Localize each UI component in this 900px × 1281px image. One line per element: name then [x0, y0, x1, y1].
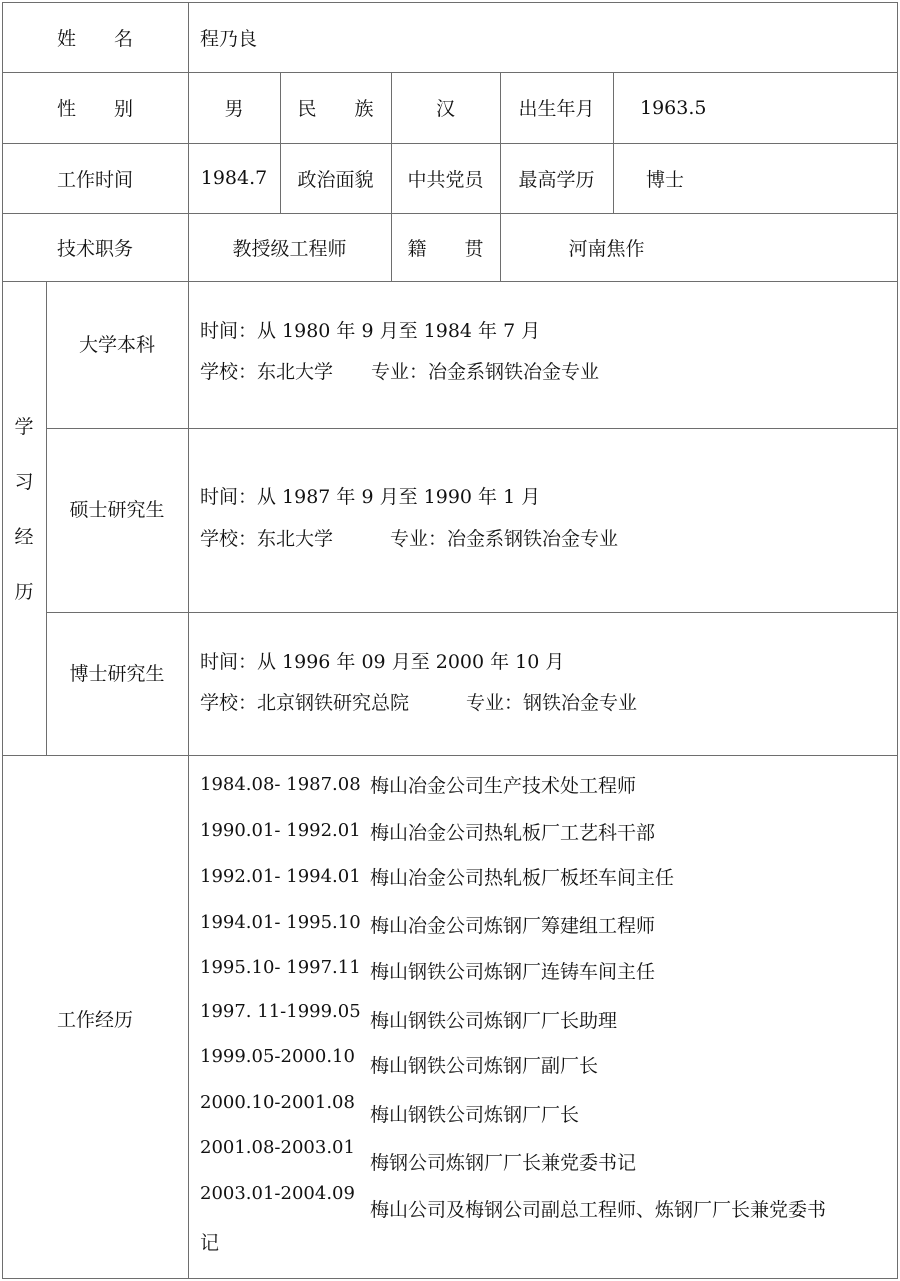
table-border: [46, 428, 898, 429]
gender-value: 男: [224, 98, 244, 120]
work-start-label: 工作时间: [56, 168, 133, 191]
work-role: 梅山冶金公司热轧板厂工艺科干部: [370, 822, 656, 844]
work-section-label: 工作经历: [56, 1008, 133, 1031]
work-role: 梅山钢铁公司炼钢厂厂长: [370, 1104, 580, 1126]
table-border: [613, 72, 614, 214]
table-border: [2, 1278, 898, 1279]
birth-value: 1963.5: [640, 96, 707, 119]
study-section-label: 学 习 经 历: [14, 416, 34, 603]
title-label: 技术职务: [56, 237, 133, 260]
work-role: 梅山公司及梅钢公司副总工程师、炼钢厂厂长兼党委书: [370, 1199, 827, 1221]
work-role: 梅山冶金公司热轧板厂板坯车间主任: [370, 867, 675, 889]
work-period: 1994.01- 1995.10: [200, 912, 361, 933]
work-period: 1992.01- 1994.01: [200, 866, 361, 887]
ethnicity-label: 民 族: [297, 98, 374, 120]
political-label: 政治面貌: [297, 168, 374, 191]
political-value: 中共党员: [407, 168, 484, 191]
work-start-value: 1984.7: [200, 167, 268, 189]
work-period: 1997. 11-1999.05: [200, 1001, 361, 1022]
name-value: 程乃良: [200, 27, 258, 50]
work-period: 1999.05-2000.10: [200, 1046, 355, 1067]
work-role: 梅山钢铁公司炼钢厂副厂长: [370, 1055, 599, 1077]
study-degree: 博士研究生: [69, 662, 165, 685]
title-value: 教授级工程师: [232, 237, 347, 260]
study-school: 学校：北京钢铁研究总院 专业：钢铁冶金专业: [200, 692, 638, 714]
table-border: [2, 281, 898, 282]
work-period: 1990.01- 1992.01: [200, 820, 361, 841]
education-label: 最高学历: [518, 168, 595, 191]
study-period: 时间：从 1980 年 9 月至 1984 年 7 月: [200, 320, 541, 342]
table-border: [897, 2, 898, 1279]
name-label: 姓 名: [56, 27, 133, 50]
study-school: 学校：东北大学 专业：冶金系钢铁冶金专业: [200, 361, 600, 383]
work-role: 梅山钢铁公司炼钢厂连铸车间主任: [370, 961, 656, 983]
study-school: 学校：东北大学 专业：冶金系钢铁冶金专业: [200, 528, 619, 550]
work-period: 1995.10- 1997.11: [200, 957, 361, 978]
study-degree: 硕士研究生: [69, 498, 165, 521]
education-value: 博士: [646, 168, 685, 191]
origin-value: 河南焦作: [568, 237, 645, 260]
work-period: 2001.08-2003.01: [200, 1137, 355, 1158]
work-role: 梅钢公司炼钢厂厂长兼党委书记: [370, 1152, 637, 1174]
ethnicity-value: 汉: [435, 98, 455, 120]
study-period: 时间：从 1996 年 09 月至 2000 年 10 月: [200, 651, 565, 673]
work-role: 梅山冶金公司生产技术处工程师: [370, 775, 637, 797]
work-role: 梅山冶金公司炼钢厂筹建组工程师: [370, 915, 656, 937]
work-role: 梅山钢铁公司炼钢厂厂长助理: [370, 1010, 618, 1032]
work-period: 2003.01-2004.09: [200, 1183, 355, 1204]
table-border: [2, 755, 898, 756]
work-period: 2000.10-2001.08: [200, 1092, 355, 1113]
study-period: 时间：从 1987 年 9 月至 1990 年 1 月: [200, 486, 541, 508]
gender-label: 性 别: [56, 98, 133, 120]
work-role-continuation: 记: [200, 1232, 220, 1254]
origin-label: 籍 贯: [407, 237, 484, 260]
study-degree: 大学本科: [78, 333, 155, 356]
work-period: 1984.08- 1987.08: [200, 774, 361, 795]
birth-label: 出生年月: [518, 98, 595, 120]
table-border: [46, 612, 898, 613]
